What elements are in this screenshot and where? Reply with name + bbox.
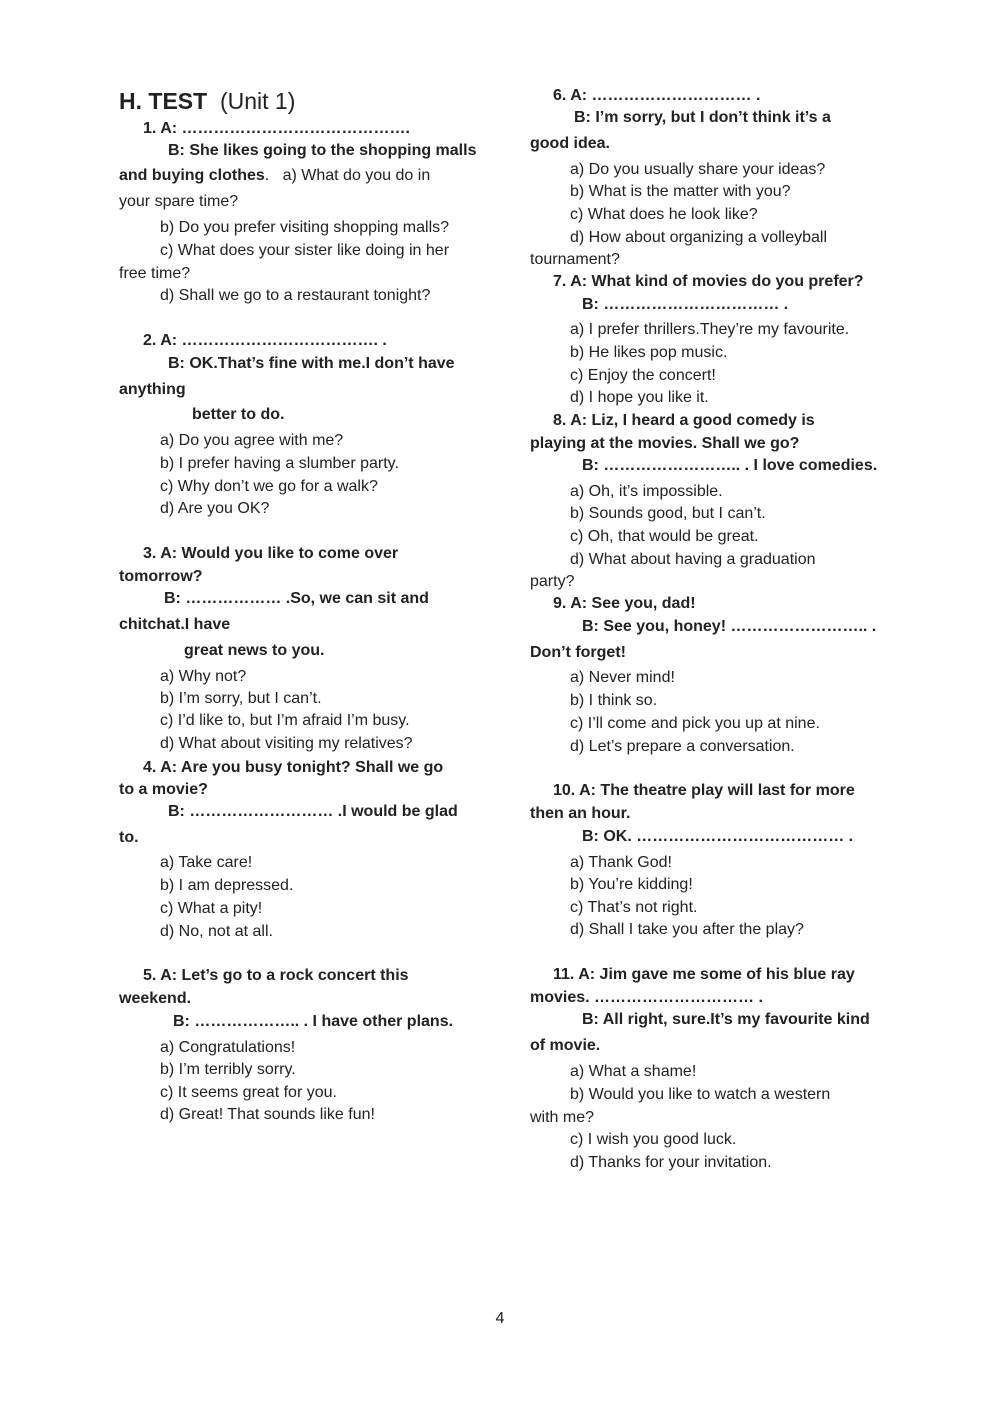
q8-prompt-a-cont: playing at the movies. Shall we go? [530,435,800,452]
q5-prompt-a-cont: weekend. [119,990,192,1007]
q11-option-b-cont: with me? [530,1109,595,1126]
q2-prompt-b-cont: anything [119,381,186,398]
q1-period: . [264,167,283,184]
q10-option-a[interactable]: a) Thank God! [570,854,672,871]
q1-prompt-b: B: She likes going to the shopping malls [168,142,477,159]
q3-prompt-b: B: ……………… .So, we can sit and [164,590,429,607]
q9-prompt-a: 9. A: See you, dad! [553,595,696,612]
q1-option-a-cont: your spare time? [119,193,239,210]
title-main: H. TEST [119,88,208,114]
q11-option-a[interactable]: a) What a shame! [570,1063,697,1080]
q4-prompt-b: B: ……………………… .I would be glad [168,803,458,820]
q11-option-d[interactable]: d) Thanks for your invitation. [570,1154,772,1171]
q9-option-b[interactable]: b) I think so. [570,692,658,709]
q3-prompt-a-cont: tomorrow? [119,568,203,585]
q2-prompt-a: 2. A: ………………………………. . [143,332,387,349]
q6-option-c[interactable]: c) What does he look like? [570,206,758,223]
q10-prompt-a: 10. A: The theatre play will last for more [553,782,855,799]
q10-option-b[interactable]: b) You’re kidding! [570,876,693,893]
q8-prompt-a: 8. A: Liz, I heard a good comedy is [553,412,815,429]
q4-option-d[interactable]: d) No, not at all. [160,923,273,940]
q6-prompt-b: B: I’m sorry, but I don’t think it’s a [574,109,831,126]
q9-prompt-b-cont: Don’t forget! [530,644,626,661]
q5-prompt-a: 5. A: Let’s go to a rock concert this [143,967,409,984]
page-title [119,87,295,115]
q3-option-c[interactable]: c) I’d like to, but I’m afraid I’m busy. [160,712,410,729]
q2-option-a[interactable]: a) Do you agree with me? [160,432,344,449]
q2-prompt-b-cont2: better to do. [192,406,285,423]
q2-option-b[interactable]: b) I prefer having a slumber party. [160,455,399,472]
q4-prompt-a-cont: to a movie? [119,781,208,798]
q10-prompt-a-cont: then an hour. [530,805,631,822]
q10-option-c[interactable]: c) That’s not right. [570,899,698,916]
q7-option-c[interactable]: c) Enjoy the concert! [570,367,716,384]
q7-prompt-b: B: …………………………… . [582,296,789,313]
q3-option-d[interactable]: d) What about visiting my relatives? [160,735,413,752]
q11-option-b[interactable]: b) Would you like to watch a western [570,1086,831,1103]
q11-prompt-b: B: All right, sure.It’s my favourite kind [582,1011,870,1028]
q10-option-d[interactable]: d) Shall I take you after the play? [570,921,804,938]
q1-option-c[interactable]: c) What does your sister like doing in her [160,242,450,259]
q7-prompt-a: 7. A: What kind of movies do you prefer? [553,273,864,290]
q2-option-d[interactable]: d) Are you OK? [160,500,270,517]
q7-option-a[interactable]: a) I prefer thrillers.They’re my favourite. [570,321,850,338]
q9-option-c[interactable]: c) I’ll come and pick you up at nine. [570,715,820,732]
q6-option-d-cont: tournament? [530,251,620,268]
q1-option-c-cont: free time? [119,265,191,282]
q7-option-d[interactable]: d) I hope you like it. [570,389,709,406]
q8-option-a[interactable]: a) Oh, it’s impossible. [570,483,723,500]
title-sub: (Unit 1) [219,88,296,114]
q2-prompt-b: B: OK.That’s fine with me.I don’t have [168,355,455,372]
q6-option-d[interactable]: d) How about organizing a volleyball [570,229,828,246]
page-number: 4 [495,1310,505,1327]
q11-prompt-a-cont: movies. ………………………… . [530,989,763,1006]
q8-option-b[interactable]: b) Sounds good, but I can’t. [570,505,766,522]
q1-prompt-b-cont: and buying clothes [119,167,265,184]
q8-option-d[interactable]: d) What about having a graduation [570,551,816,568]
q4-option-b[interactable]: b) I am depressed. [160,877,294,894]
q11-prompt-b-cont: of movie. [530,1037,601,1054]
q9-prompt-b: B: See you, honey! …………………….. . [582,618,877,635]
q3-prompt-a: 3. A: Would you like to come over [143,545,399,562]
q6-option-a[interactable]: a) Do you usually share your ideas? [570,161,826,178]
q9-option-d[interactable]: d) Let’s prepare a conversation. [570,738,795,755]
q1-option-b[interactable]: b) Do you prefer visiting shopping malls? [160,219,450,236]
q10-prompt-b: B: OK. ………………………………… . [582,828,854,845]
q6-prompt-b-cont: good idea. [530,135,610,152]
q3-prompt-b-cont: chitchat.I have [119,616,231,633]
q1-option-d[interactable]: d) Shall we go to a restaurant tonight? [160,287,431,304]
q5-option-c[interactable]: c) It seems great for you. [160,1084,337,1101]
q1-prompt-a: 1. A: ……………………………………. [143,120,410,137]
q7-option-b[interactable]: b) He likes pop music. [570,344,728,361]
q5-option-d[interactable]: d) Great! That sounds like fun! [160,1106,375,1123]
q9-option-a[interactable]: a) Never mind! [570,669,675,686]
q6-prompt-a: 6. A: ………………………… . [553,87,761,104]
q5-prompt-b: B: ……………….. . I have other plans. [173,1013,454,1030]
q3-option-b[interactable]: b) I’m sorry, but I can’t. [160,690,322,707]
q8-prompt-b: B: …………………….. . I love comedies. [582,457,878,474]
q4-option-c[interactable]: c) What a pity! [160,900,263,917]
q6-option-b[interactable]: b) What is the matter with you? [570,183,791,200]
q3-prompt-b-cont2: great news to you. [184,642,325,659]
q5-option-b[interactable]: b) I’m terribly sorry. [160,1061,296,1078]
q3-option-a[interactable]: a) Why not? [160,668,247,685]
q11-option-c[interactable]: c) I wish you good luck. [570,1131,737,1148]
q8-option-d-cont: party? [530,573,575,590]
q4-prompt-b-cont: to. [119,829,139,846]
q1-line [119,166,430,186]
q5-option-a[interactable]: a) Congratulations! [160,1039,296,1056]
q8-option-c[interactable]: c) Oh, that would be great. [570,528,759,545]
q1-option-a[interactable]: a) What do you do in [282,167,431,184]
q2-option-c[interactable]: c) Why don’t we go for a walk? [160,478,378,495]
q4-option-a[interactable]: a) Take care! [160,854,253,871]
q4-prompt-a: 4. A: Are you busy tonight? Shall we go [143,759,444,776]
q11-prompt-a: 11. A: Jim gave me some of his blue ray [553,966,855,983]
